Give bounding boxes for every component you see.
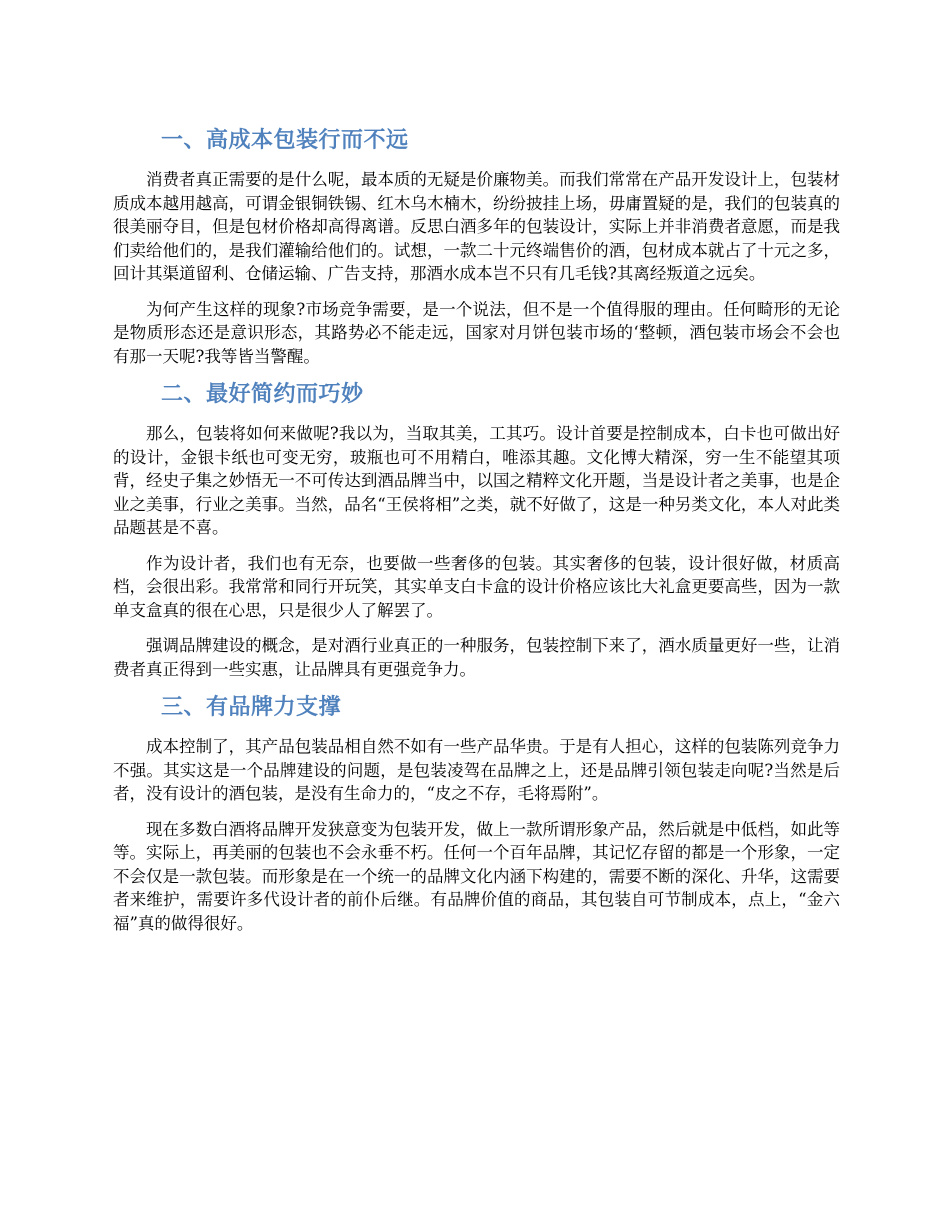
section-heading-3: 三、有品牌力支撑: [161, 695, 342, 720]
paragraph: 作为设计者，我们也有无奈，也要做一些奢侈的包装。其实奢侈的包装，设计很好做，材质高档，会很出彩。我常常和同行开玩笑，其实单支白卡盒的设计价格应该比大礼盒更要高些，因为一款单支盒真的很在心思，只是很少人了解罢了。: [113, 553, 840, 620]
section-heading-2: 二、最好简约而巧妙: [161, 382, 364, 407]
paragraph: 为何产生这样的现象?市场竞争需要，是一个说法，但不是一个值得服的理由。任何畸形的无论是物质形态还是意识形态，其路势必不能走远，国家对月饼包装市场的‘整顿，酒包装市场会不会也有那一天呢?我等皆当警醒。: [113, 299, 840, 366]
paragraph: 成本控制了，其产品包装品相自然不如有一些产品华贵。于是有人担心，这样的包装陈列竞争力不强。其实这是一个品牌建设的问题，是包装凌驾在品牌之上，还是品牌引领包装走向呢?当然是后者，没有设计的酒包装，是没有生命力的，“皮之不存，毛将焉附”。: [113, 737, 840, 803]
paragraph: 消费者真正需要的是什么呢，最本质的无疑是价廉物美。而我们常常在产品开发设计上，包装材质成本越用越高，可谓金银铜铁锡、红木乌木楠木，纷纷披挂上场，毋庸置疑的是，我们的包装真的很美丽夺目，但是包材价格却高得离谱。反思白酒多年的包装设计，实际上并非消费者意愿，而是我们卖给他们的，是我们灌输给他们的。试想，一款二十元终端售价的酒，包材成本就占了十元之多，回计其渠道留利、仓储运输、广告支持，那酒水成本岂不只有几毛钱?其离经叛道之远矣。: [113, 170, 840, 283]
paragraph: 那么，包装将如何来做呢?我以为，当取其美，工其巧。设计首要是控制成本，白卡也可做出好的设计，金银卡纸也可变无穷，玻瓶也可不用精白，唯添其趣。文化博大精深，穷一生不能望其项背，经史子集之妙悟无一不可传达到酒品牌当中，以国之精粹文化开题，当是设计者之美事，也是企业之美事，行业之美事。当然，品名“王侯将相”之类，就不好做了，这是一种另类文化，本人对此类品题甚是不喜。: [113, 424, 840, 537]
paragraph: 现在多数白酒将品牌开发狭意变为包装开发，做上一款所谓形象产品，然后就是中低档，如此等等。实际上，再美丽的包装也不会永垂不朽。任何一个百年品牌，其记忆存留的都是一个形象，一定不会仅是一款包装。而形象是在一个统一的品牌文化内涵下构建的，需要不断的深化、升华，这需要者来维护，需要许多代设计者的前仆后继。有品牌价值的商品，其包装自可节制成本，点上，“金六福”真的做得很好。: [113, 819, 840, 933]
document-page: [113, 126, 840, 935]
section-heading-1: 一、高成本包装行而不远: [161, 128, 409, 153]
paragraph: 强调品牌建设的概念，是对酒行业真正的一种服务，包装控制下来了，酒水质量更好一些，让消费者真正得到一些实惠，让品牌具有更强竞争力。: [113, 636, 840, 679]
